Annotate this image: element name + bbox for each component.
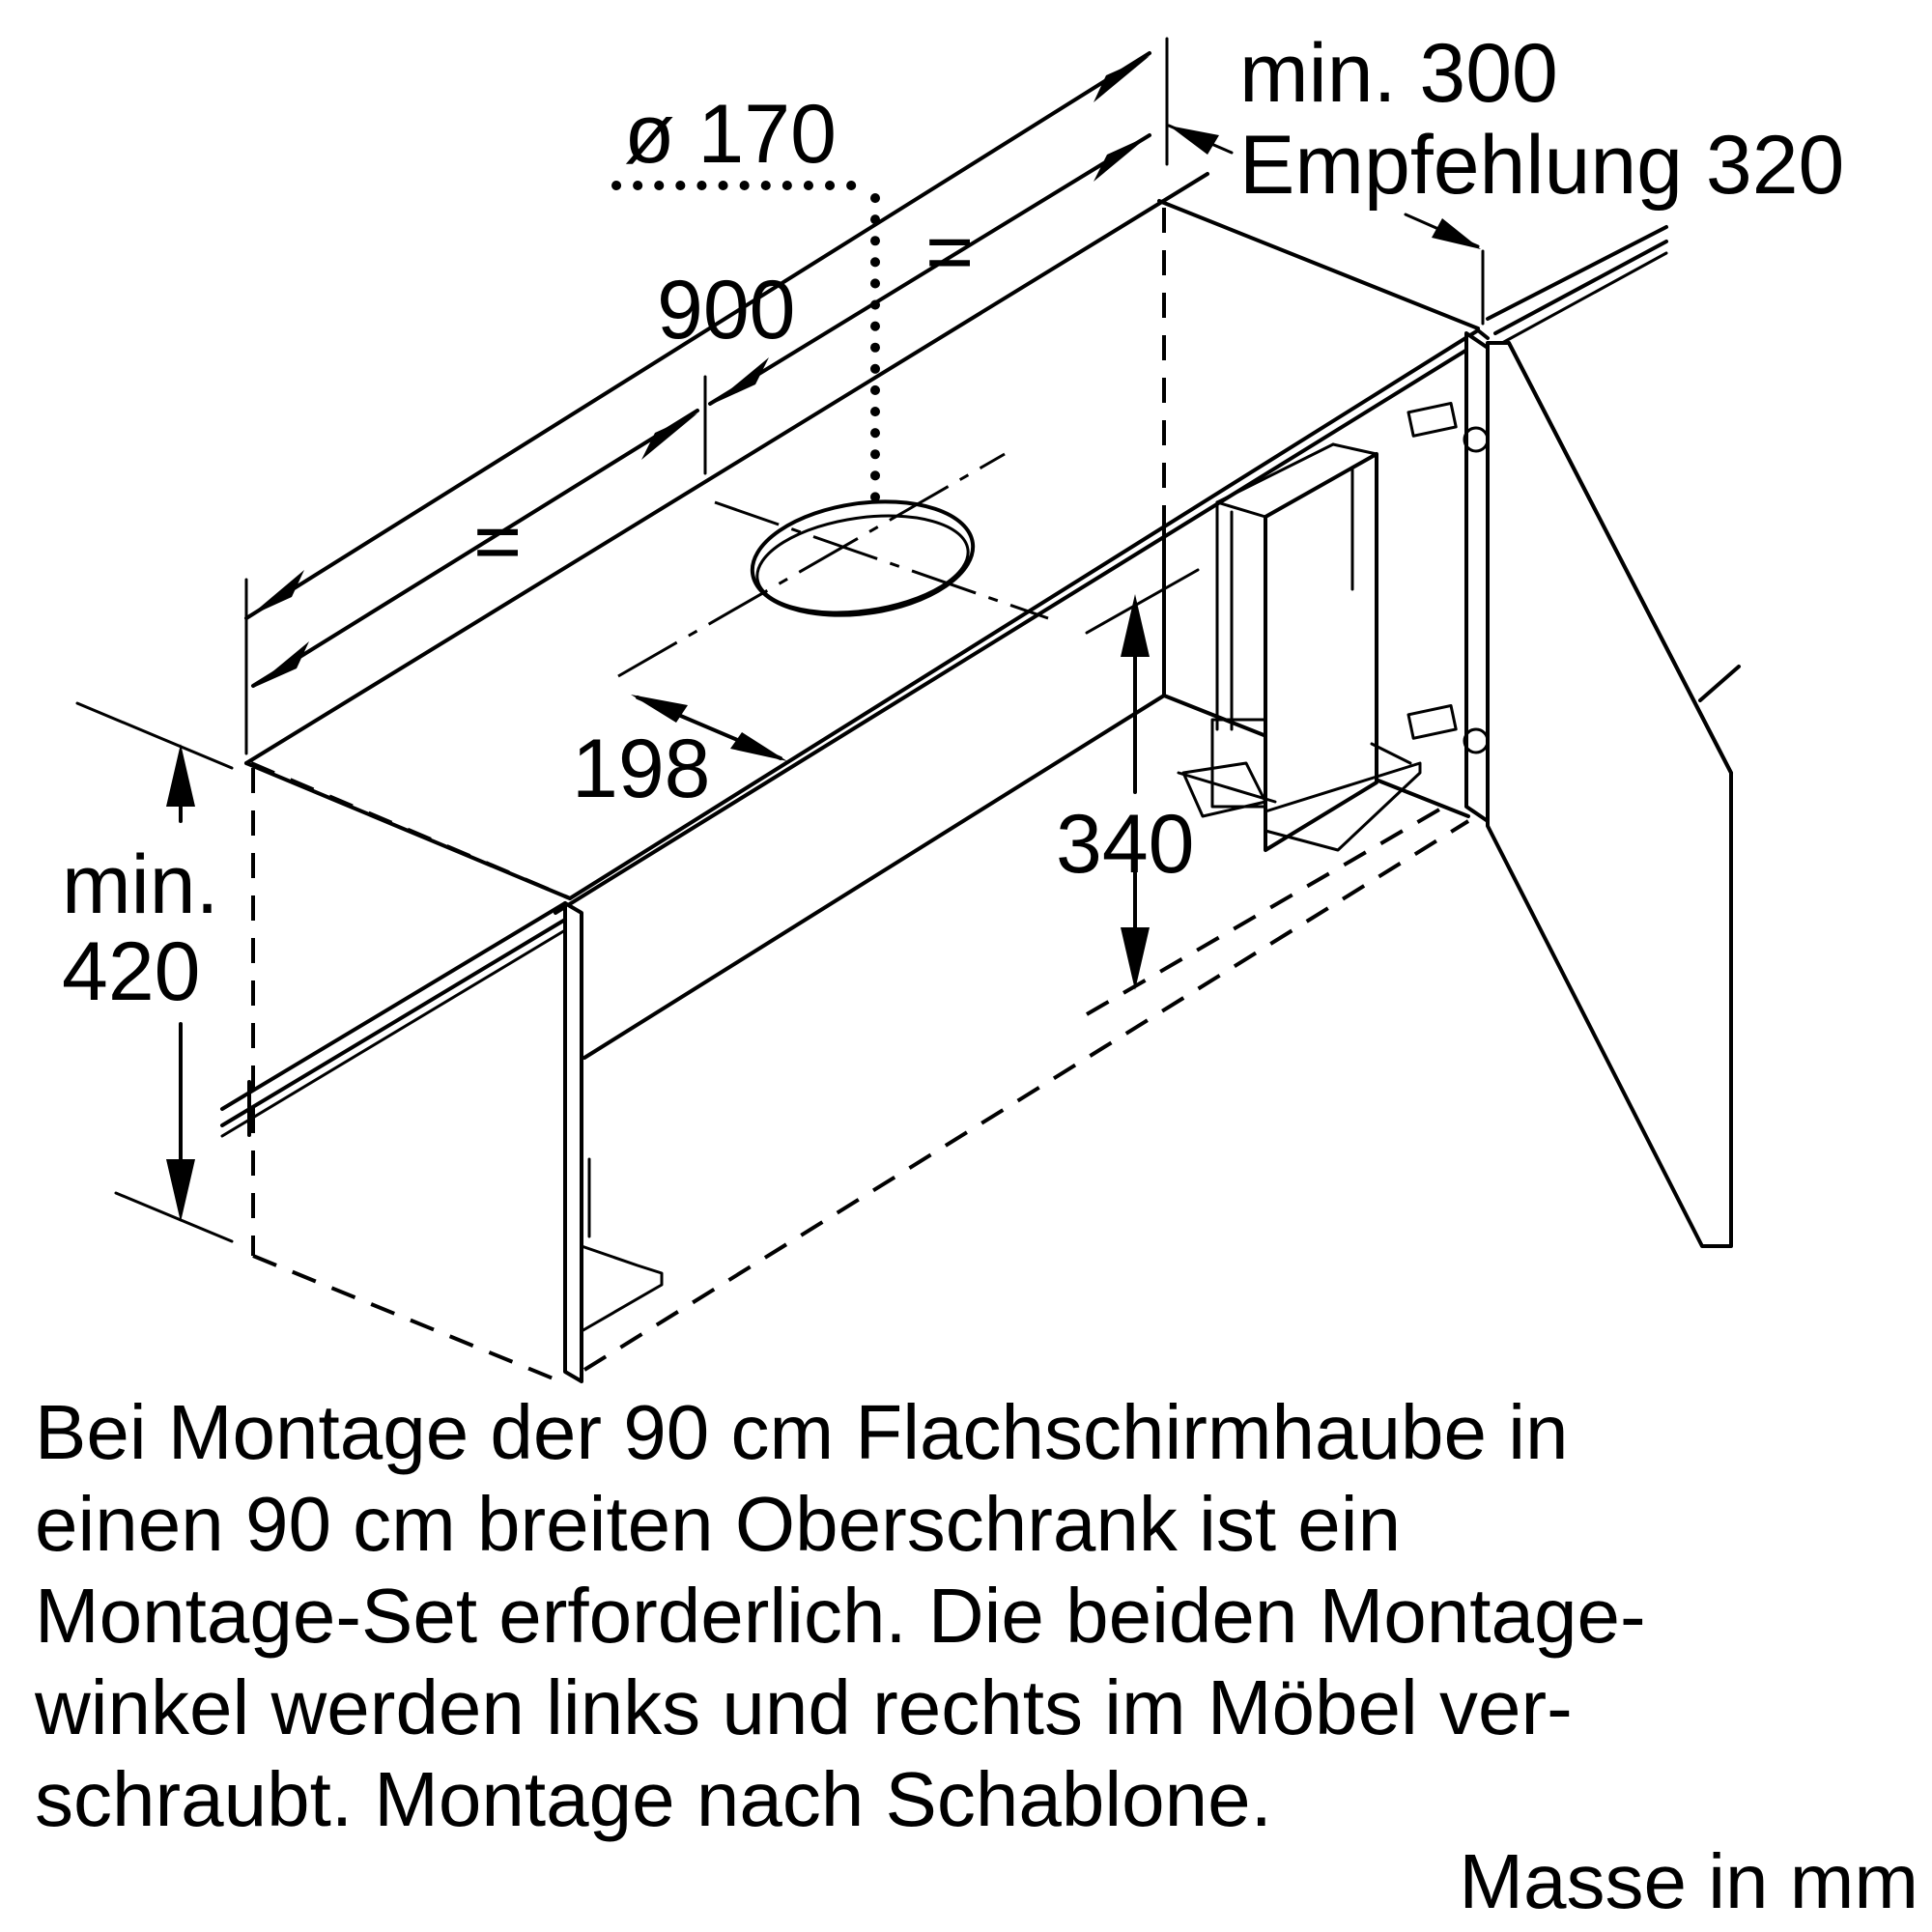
label-equal-right: = — [925, 206, 975, 298]
label-duct-diameter: ø 170 — [624, 88, 837, 181]
cabinet-left-side — [222, 903, 662, 1381]
label-width: 900 — [657, 264, 796, 356]
installation-note — [35, 1386, 1899, 1845]
units-note: Masse in mm — [1459, 1838, 1918, 1924]
label-inner-height: 340 — [1056, 798, 1195, 891]
label-duct-offset: 198 — [572, 723, 711, 815]
note-line: einen 90 cm breiten Oberschrank ist ein — [35, 1481, 1402, 1567]
note-line: Bei Montage der 90 cm Flachschirmhaube in — [35, 1389, 1569, 1475]
label-depth-recommend: Empfehlung 320 — [1239, 119, 1845, 212]
note-line: Montage-Set erforderlich. Die beiden Montage- — [35, 1573, 1646, 1659]
label-equal-left: = — [473, 496, 523, 588]
note-line: winkel werden links und rechts im Möbel ver- — [35, 1664, 1573, 1750]
note-line: schraubt. Montage nach Schablone. — [35, 1756, 1272, 1842]
label-depth-min: min. 300 — [1239, 27, 1558, 120]
duct-opening — [616, 185, 1048, 676]
dimension-340 — [1087, 570, 1198, 990]
dimension-equal-halves — [253, 135, 1150, 688]
label-side-min: min. — [62, 838, 219, 931]
cabinet-door-right — [1408, 227, 1739, 1246]
label-side-420: 420 — [62, 925, 201, 1018]
